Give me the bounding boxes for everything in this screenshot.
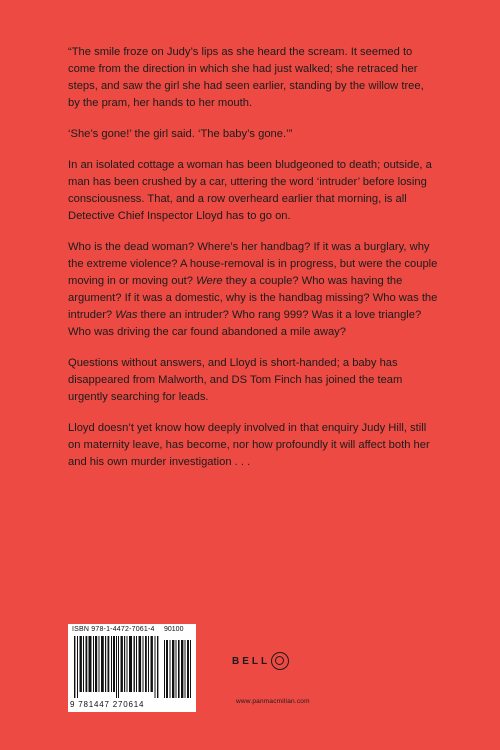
blurb-questions-part1: Who is the dead woman? Where’s her handbag? If it was a burglary, why the extreme violence? A house-removal is in progress, but were the couple moving in or moving out? [68, 241, 438, 288]
publisher-logo [232, 652, 289, 670]
blurb-italic-was: Was [115, 309, 138, 322]
blurb-questions-part2: they a couple? Who was having the argument? If it was a domestic, why is the handbag missing? Who was the intruder? [68, 275, 438, 322]
back-cover-blurb [68, 44, 438, 485]
bello-circle-icon [271, 652, 289, 670]
blurb-italic-were: Were [196, 275, 223, 288]
blurb-quote-end: ‘She’s gone!’ the girl said. ‘The baby’s gone.’” [68, 128, 293, 141]
blurb-questions [68, 239, 438, 341]
blurb-closing: Lloyd doesn’t yet know how deeply involved in that enquiry Judy Hill, still on maternity leave, has become, nor how profoundly it will affect both her and his own murder investigation . . . [68, 422, 430, 469]
barcode-bars-addon [164, 636, 192, 698]
blurb-context: Questions without answers, and Lloyd is short-handed; a baby has disappeared from Malworth, and DS Tom Finch has joined the team urgently searching for leads. [68, 357, 403, 404]
publisher-url: www.panmacmillan.com [236, 698, 310, 705]
ean-number: 9 781447 270614 [70, 700, 145, 709]
barcode-bars-main [74, 636, 160, 698]
isbn-barcode [68, 624, 196, 712]
publisher-logo-text: BELL [232, 655, 271, 667]
blurb-questions-part3: there an intruder? Who rang 999? Was it a love triangle? Who was driving the car found abandoned a mile away? [68, 309, 422, 339]
blurb-synopsis: In an isolated cottage a woman has been bludgeoned to death; outside, a man has been crushed by a car, uttering the word ‘intruder’ before losing consciousness. That, and a row overheard earlier that morning, is all Detective Chief Inspector Lloyd has to go on. [68, 159, 432, 223]
blurb-quote: “The smile froze on Judy’s lips as she heard the scream. It seemed to come from the direction in which she had just walked; she retraced her steps, and saw the girl she had seen earlier, standing by the willow tree, by the pram, her hands to her mouth. [68, 46, 424, 110]
isbn-text: ISBN 978-1-4472-7061-4 [72, 626, 155, 633]
price-code: 90100 [164, 626, 184, 633]
